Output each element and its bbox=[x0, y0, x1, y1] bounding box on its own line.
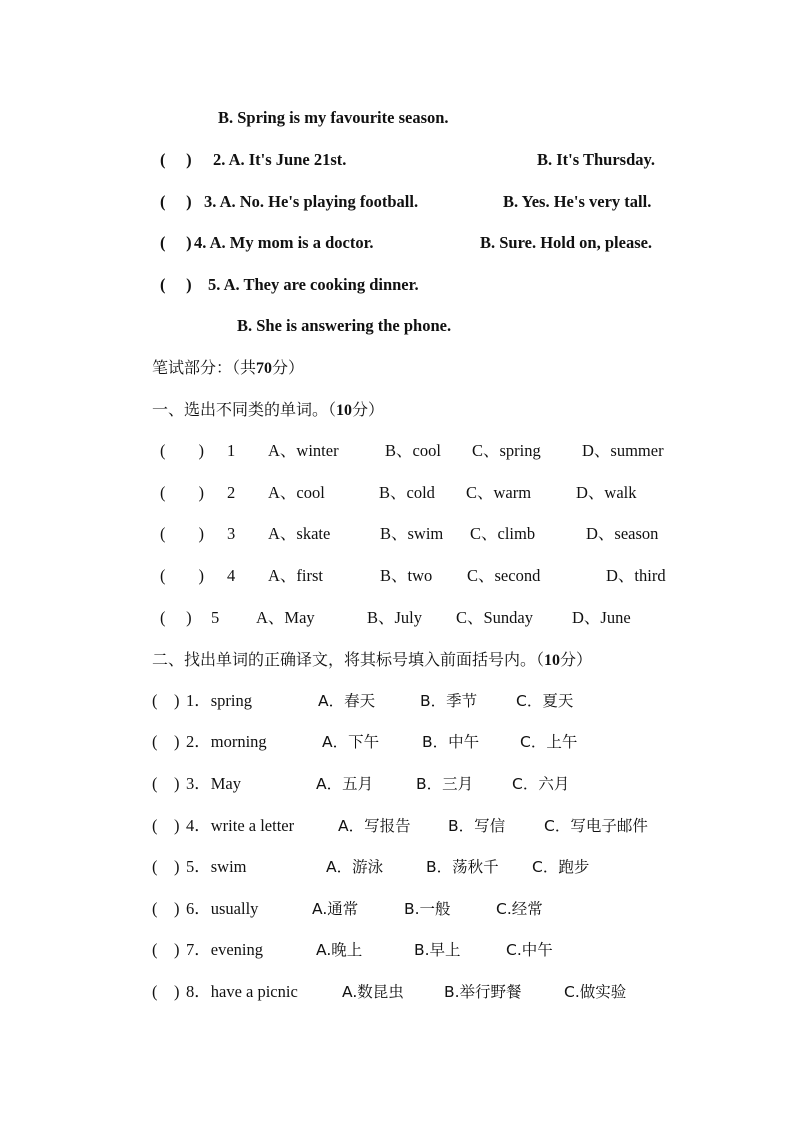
item-number: 1 bbox=[227, 441, 236, 460]
option-c: C．夏天 bbox=[516, 692, 574, 710]
option-c: C、climb bbox=[470, 524, 536, 543]
option-b: B、cold bbox=[379, 483, 435, 502]
answer-paren: ( ) bbox=[152, 899, 180, 918]
answer-paren: ( ) bbox=[160, 441, 204, 460]
option-c: C．六月 bbox=[512, 775, 570, 793]
section2-heading: 二、找出单词的正确译文，将其标号填入前面括号内。（10分） bbox=[152, 650, 593, 669]
option-c: C.经常 bbox=[496, 900, 543, 918]
option-d: D、summer bbox=[582, 441, 664, 460]
section1-heading: 一、选出不同类的单词。（10分） bbox=[152, 400, 385, 419]
option-b: B.举行野餐 bbox=[444, 983, 522, 1001]
option-a: 4. A. My mom is a doctor. bbox=[194, 233, 374, 252]
option-c: C．跑步 bbox=[532, 858, 590, 876]
option-a: A.通常 bbox=[312, 900, 359, 918]
english-word: 3．May bbox=[186, 774, 241, 793]
item-number: 5 bbox=[211, 608, 220, 627]
option-c: C、warm bbox=[466, 483, 532, 502]
option-a: A.数昆虫 bbox=[342, 983, 404, 1001]
option-a: 2. A. It's June 21st. bbox=[213, 150, 347, 169]
option-b: B、two bbox=[380, 566, 433, 585]
option-d: D、walk bbox=[576, 483, 637, 502]
option-a: A．游泳 bbox=[326, 858, 384, 876]
english-word: 1．spring bbox=[186, 691, 252, 710]
option-b: B. Yes. He's very tall. bbox=[503, 192, 652, 211]
listening-q5-option-b: B. She is answering the phone. bbox=[237, 316, 452, 335]
written-part-heading: 笔试部分：（共70分） bbox=[152, 358, 305, 377]
option-b: B、cool bbox=[385, 441, 441, 460]
option-a: A．春天 bbox=[318, 692, 376, 710]
answer-paren: ( ) bbox=[160, 150, 192, 169]
option-a: 3. A. No. He's playing football. bbox=[204, 192, 419, 211]
answer-paren: ( ) bbox=[160, 566, 204, 585]
option-a: A．五月 bbox=[316, 775, 374, 793]
answer-paren: ( ) bbox=[152, 857, 180, 876]
option-b: B．写信 bbox=[448, 817, 506, 835]
answer-paren: ( ) bbox=[160, 483, 204, 502]
option-b: B．三月 bbox=[416, 775, 474, 793]
option-c: C．上午 bbox=[520, 733, 578, 751]
english-word: 4．write a letter bbox=[186, 816, 295, 835]
option-d: D、third bbox=[606, 566, 666, 585]
answer-paren: ( ) bbox=[152, 691, 180, 710]
english-word: 6．usually bbox=[186, 899, 259, 918]
option-b: B. It's Thursday. bbox=[537, 150, 655, 169]
option-a: A．写报告 bbox=[338, 817, 411, 835]
answer-paren: ( ) bbox=[152, 940, 180, 959]
answer-paren: ( ) bbox=[152, 774, 180, 793]
item-number: 4 bbox=[227, 566, 236, 585]
option-d: D、season bbox=[586, 524, 659, 543]
english-word: 8．have a picnic bbox=[186, 982, 298, 1001]
option-a: A、winter bbox=[268, 441, 339, 460]
option-c: C．写电子邮件 bbox=[544, 817, 648, 835]
answer-paren: ( ) bbox=[160, 608, 192, 627]
option-a: A、skate bbox=[268, 524, 331, 543]
option-a: A、first bbox=[268, 566, 323, 585]
option-c: C、spring bbox=[472, 441, 541, 460]
item-number: 3 bbox=[227, 524, 236, 543]
option-b: B.一般 bbox=[404, 900, 451, 918]
option-c: C.做实验 bbox=[564, 983, 627, 1001]
option-b: B. Sure. Hold on, please. bbox=[480, 233, 653, 252]
item-number: 2 bbox=[227, 483, 236, 502]
option-b: B.早上 bbox=[414, 941, 461, 959]
option-c: C.中午 bbox=[506, 941, 553, 959]
answer-paren: ( ) bbox=[152, 732, 180, 751]
answer-paren: ( ) bbox=[152, 982, 180, 1001]
answer-paren: ( ) bbox=[160, 233, 192, 252]
option-d: D、June bbox=[572, 608, 631, 627]
listening-q1-option-b: B. Spring is my favourite season. bbox=[218, 108, 449, 127]
option-b: B．季节 bbox=[420, 692, 478, 710]
answer-paren: ( ) bbox=[160, 192, 192, 211]
option-a: A、May bbox=[256, 608, 315, 627]
option-a: A、cool bbox=[268, 483, 325, 502]
option-b: B、July bbox=[367, 608, 423, 627]
option-b: B．荡秋千 bbox=[426, 858, 499, 876]
english-word: 5．swim bbox=[186, 857, 247, 876]
english-word: 2．morning bbox=[186, 732, 267, 751]
option-a: 5. A. They are cooking dinner. bbox=[208, 275, 419, 294]
option-b: B．中午 bbox=[422, 733, 480, 751]
english-word: 7．evening bbox=[186, 940, 263, 959]
answer-paren: ( ) bbox=[160, 524, 204, 543]
option-c: C、second bbox=[467, 566, 541, 585]
option-a: A．下午 bbox=[322, 733, 380, 751]
answer-paren: ( ) bbox=[152, 816, 180, 835]
option-a: A.晚上 bbox=[316, 941, 363, 959]
answer-paren: ( ) bbox=[160, 275, 192, 294]
option-b: B、swim bbox=[380, 524, 444, 543]
option-c: C、Sunday bbox=[456, 608, 534, 627]
